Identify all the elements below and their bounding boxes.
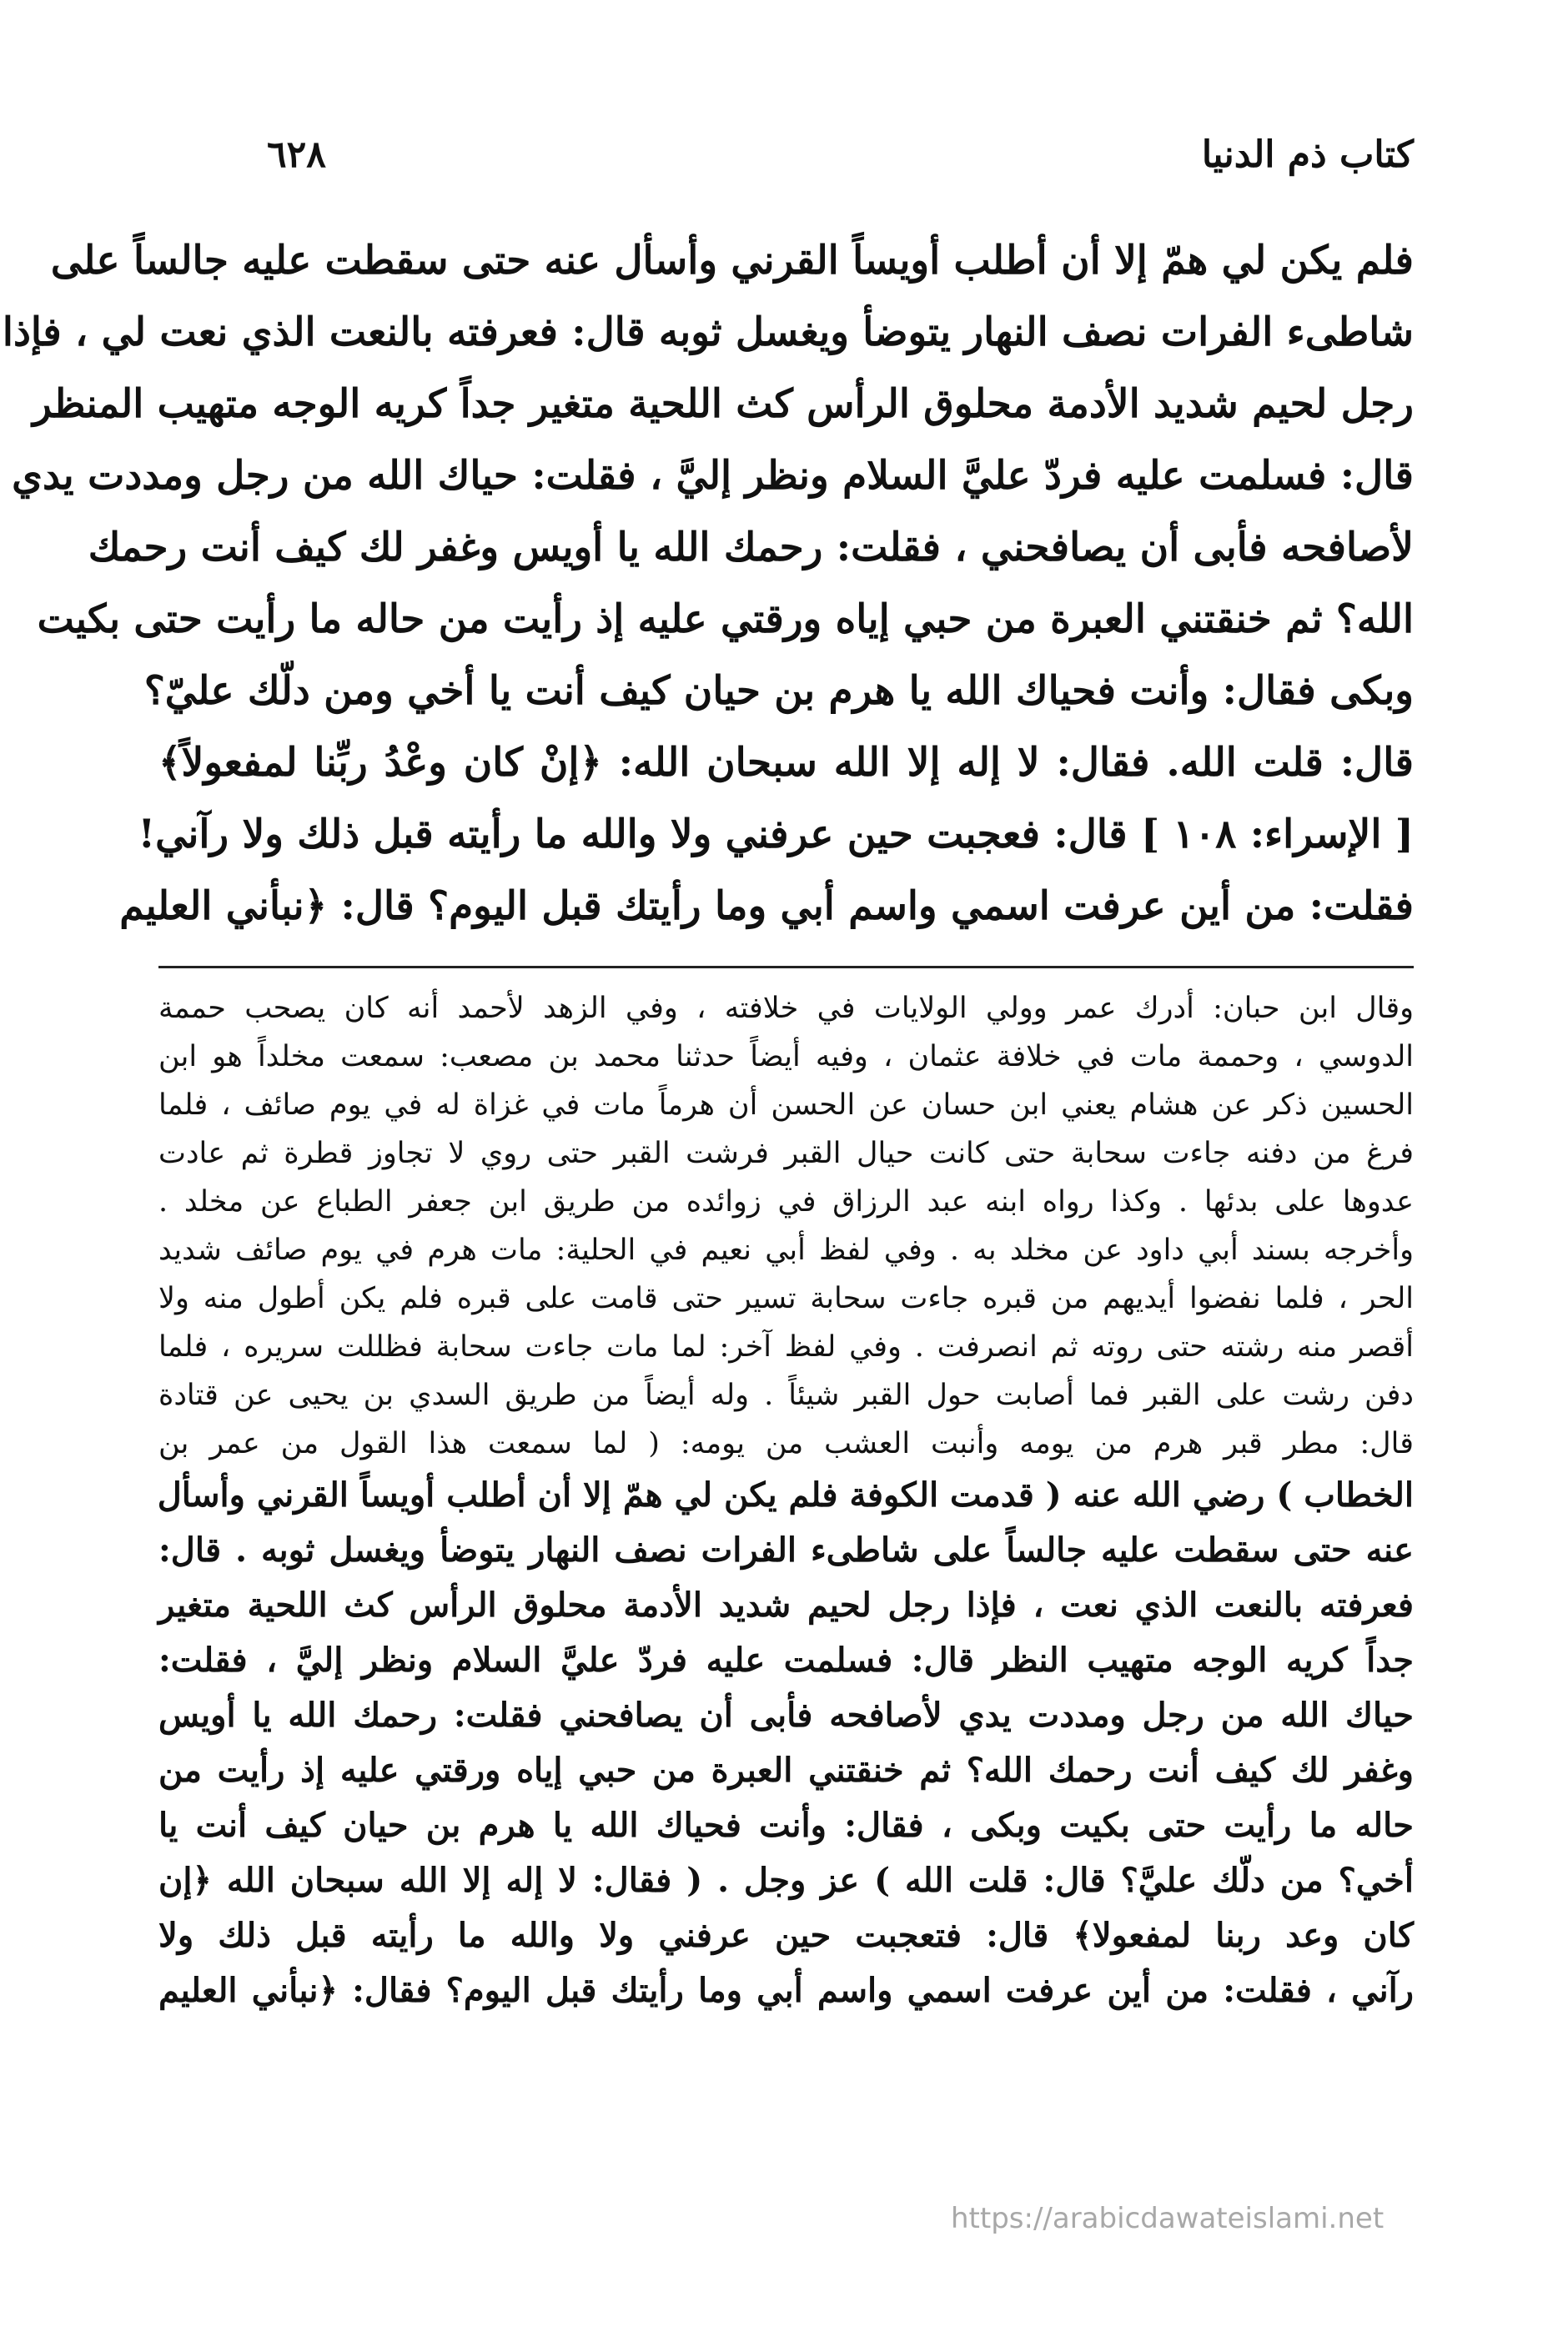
body-line: شاطىء الفرات نصف النهار يتوضأ ويغسل ثوبه قال: فعرفته بالنعت الذي نعت لي ، فإذا xyxy=(2,309,1414,355)
body-line: وبكى فقال: وأنت فحياك الله يا هرم بن حيان كيف أنت يا أخي ومن دلّك عليّ؟ xyxy=(143,668,1414,714)
footnote-line: حاله ما رأيت حتى بكيت وبكى ، فقال: وأنت فحياك الله يا هرم بن حيان كيف أنت يا xyxy=(158,1806,1414,1845)
body-line: لأصافحه فأبى أن يصافحني ، فقلت: رحمك الله يا أويس وغفر لك كيف أنت رحمك xyxy=(88,525,1414,570)
main-text xyxy=(2,225,1414,942)
footnote-line: رآني ، فقلت: من أين عرفت اسمي واسم أبي وما رأيتك قبل اليوم؟ فقال: ﴿نبأني العليم xyxy=(158,1971,1414,2010)
footnotes xyxy=(158,984,1414,2018)
footnote-line: دفن رشت على القبر فما أصابت حول القبر شيئاً . وله أيضاً من طريق السدي بن يحيى عن قتادة xyxy=(158,1379,1414,1412)
footnote-line: وقال ابن حبان: أدرك عمر وولي الولايات في خلافته ، وفي الزهد لأحمد أنه كان يصحب حممة xyxy=(158,992,1414,1025)
footnote-line: وغفر لك كيف أنت رحمك الله؟ ثم خنقتني العبرة من حبي إياه ورقتي عليه إذ رأيت من xyxy=(158,1751,1414,1790)
body-line: [ الإسراء: ١٠٨ ] قال: فعجبت حين عرفني ولا والله ما رأيته قبل ذلك ولا رآني! xyxy=(138,812,1414,857)
body-line: قال: قلت الله. فقال: لا إله إلا الله سبحان الله: ﴿إنْ كان وعْدُ ربِّنا لمفعولاً﴾ xyxy=(158,740,1414,786)
body-line: الله؟ ثم خنقتني العبرة من حبي إياه ورقتي عليه إذ رأيت من حاله ما رأيت حتى بكيت xyxy=(37,596,1414,642)
footnote-line: فرغ من دفنه جاءت سحابة حتى كانت حيال القبر فرشت القبر حتى روي لا تجاوز قطرة ثم عادت xyxy=(158,1137,1414,1170)
body-line: رجل لحيم شديد الأدمة محلوق الرأس كث اللحية متغير جداً كريه الوجه متهيب المنظر xyxy=(33,381,1414,427)
footnote-line: الحر ، فلما نفضوا أيديهم من قبره جاءت سحابة تسير حتى قامت على قبره فلم يكن أطول منه ولا xyxy=(158,1282,1414,1315)
footnote-line: الخطاب ) رضي الله عنه ( قدمت الكوفة فلم يكن لي همّ إلا أن أطلب أويساً القرني وأسأل xyxy=(157,1475,1414,1515)
watermark-url: https://arabicdawateislami.net xyxy=(951,2202,1385,2235)
footnote-line: كان وعد ربنا لمفعولا﴾ قال: فتعجبت حين عرفني ولا والله ما رأيته قبل ذلك ولا xyxy=(158,1916,1414,1955)
footnote-line: عنه حتى سقطت عليه جالساً على شاطىء الفرات نصف النهار يتوضأ ويغسل ثوبه . قال: xyxy=(158,1530,1414,1570)
footnote-line: وأخرجه بسند أبي داود عن مخلد به . وفي لفظ أبي نعيم في الحلية: مات هرم في يوم صائف شديد xyxy=(158,1234,1414,1267)
footnote-line: حياك الله من رجل ومددت يدي لأصافحه فأبى أن يصافحني فقلت: رحمك الله يا أويس xyxy=(158,1696,1414,1735)
body-line: قال: فسلمت عليه فردّ عليَّ السلام ونظر إليَّ ، فقلت: حياك الله من رجل ومددت يدي xyxy=(12,453,1414,499)
page-number: ٦٢٨ xyxy=(267,133,326,176)
footnote-line: الحسين ذكر عن هشام يعني ابن حسان عن الحسن أن هرماً مات في غزاة له في يوم صائف ، فلما xyxy=(158,1088,1414,1122)
book-title: كتاب ذم الدنيا xyxy=(1201,133,1414,176)
footnote-line: جداً كريه الوجه متهيب النظر قال: فسلمت عليه فردّ عليَّ السلام ونظر إليَّ ، فقلت: xyxy=(158,1641,1414,1680)
footnote-line: فعرفته بالنعت الذي نعت ، فإذا رجل لحيم شديد الأدمة محلوق الرأس كث اللحية متغير xyxy=(158,1586,1414,1625)
footnote-line: عدوها على بدئها . وكذا رواه ابنه عبد الرزاق في زوائده من طريق ابن جعفر الطباع عن مخلد . xyxy=(158,1185,1414,1219)
body-line: فلم يكن لي همّ إلا أن أطلب أويساً القرني وأسأل عنه حتى سقطت عليه جالساً على xyxy=(50,238,1414,284)
footnote-line: أخي؟ من دلّك عليَّ؟ قال: قلت الله ) عز وجل . ( فقال: لا إله إلا الله سبحان الله ﴿إن xyxy=(158,1861,1414,1900)
footnote-line: أقصر منه رشته حتى روته ثم انصرفت . وفي لفظ آخر: لما مات جاءت سحابة فظللت سريره ، فلما xyxy=(158,1330,1414,1364)
body-line: فقلت: من أين عرفت اسمي واسم أبي وما رأيتك قبل اليوم؟ قال: ﴿نبأني العليم xyxy=(119,883,1414,929)
page-header xyxy=(267,125,1414,192)
footnote-line: الدوسي ، وحممة مات في خلافة عثمان ، وفيه أيضاً حدثنا محمد بن مصعب: سمعت مخلداً هو ابن xyxy=(158,1040,1414,1073)
footnote-divider xyxy=(158,966,1414,968)
footnote-line: قال: مطر قبر هرم من يومه وأنبت العشب من يومه: ( لما سمعت هذا القول من عمر بن xyxy=(158,1427,1414,1460)
